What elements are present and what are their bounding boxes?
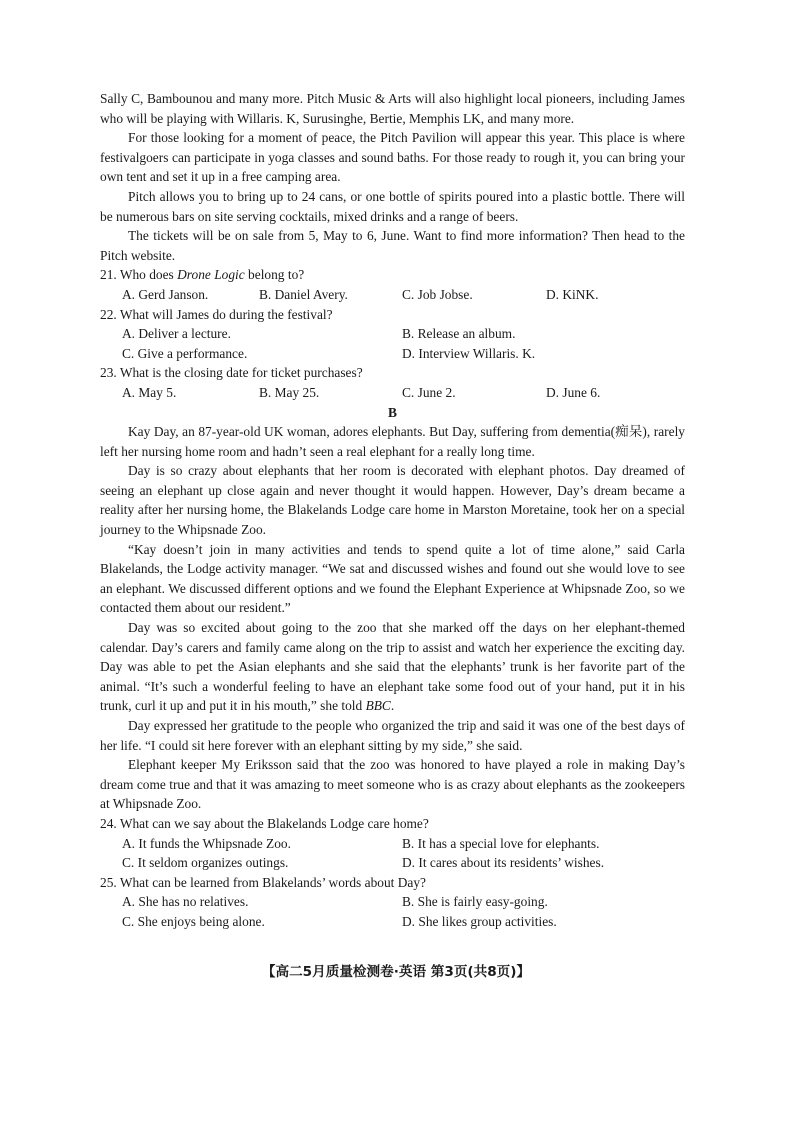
- option-b: B. May 25.: [259, 384, 320, 400]
- option-c: C. Job Jobse.: [402, 286, 473, 302]
- option-a: A. May 5.: [122, 384, 177, 400]
- option-a: A. She has no relatives.: [122, 894, 249, 910]
- question-21-stem: 21. Who does Drone Logic belong to?: [100, 267, 305, 283]
- passage-b-paragraph-6: Elephant keeper My Eriksson said that the zoo was honored to have played a role in making Day’s dream come true and that it was amazing to meet someone who is as crazy about elephants as the zookeepers at Whipsnade Zoo.: [100, 757, 685, 812]
- question-22-options: [100, 324, 685, 363]
- question-24: [100, 814, 685, 873]
- option-a: A. Gerd Janson.: [122, 286, 209, 302]
- question-24-options: [100, 834, 685, 873]
- question-23: [100, 363, 685, 402]
- option-c: C. Give a performance.: [122, 345, 248, 361]
- question-22: [100, 305, 685, 364]
- page-content: [100, 89, 685, 932]
- passage-b-paragraph-3: “Kay doesn’t join in many activities and tends to spend quite a lot of time alone,” said Carla Blakelands, the Lodge activity manager. “We sat and discussed wishes and found out she would love to see an elephant. We discussed different options and we found the Elephant Experience at Whipsnade Zoo, so we contacted them about our resident.”: [100, 541, 685, 616]
- option-d: D. Interview Willaris. K.: [402, 345, 536, 361]
- question-25-options: [100, 892, 685, 931]
- option-d: D. June 6.: [546, 384, 601, 400]
- option-a: A. It funds the Whipsnade Zoo.: [122, 835, 291, 851]
- passage-a-paragraph-4: The tickets will be on sale from 5, May to 6, June. Want to find more information? Then head to the Pitch website.: [100, 228, 685, 263]
- passage-a-paragraph-2: For those looking for a moment of peace, the Pitch Pavilion will appear this year. This place is where festivalgoers can participate in yoga classes and sound baths. For those ready to rough it, you can bring your own tent and set it up in a free camping area.: [100, 130, 685, 185]
- option-c: C. She enjoys being alone.: [122, 913, 265, 929]
- section-b-heading: B: [388, 404, 397, 420]
- question-25: [100, 873, 685, 932]
- page-footer: 【高二5月质量检测卷·英语 第3页(共8页)】: [261, 964, 531, 980]
- question-23-stem: 23. What is the closing date for ticket purchases?: [100, 365, 363, 381]
- option-b: B. She is fairly easy-going.: [402, 894, 548, 910]
- passage-b-paragraph-2: Day is so crazy about elephants that her room is decorated with elephant photos. Day dreamed of seeing an elephant up close again and never thought it would happen. However, Day’s dream became a reality after her nursing home, the Blakelands Lodge care home in Marston Moretaine, took her on a special journey to the Whipsnade Zoo.: [100, 463, 685, 538]
- option-b: B. Daniel Avery.: [259, 286, 348, 302]
- passage-b-paragraph-1: Kay Day, an 87-year-old UK woman, adores elephants. But Day, suffering from dementia(痴呆), rarely left her nursing home room and hadn’t seen a real elephant for a really long time.: [100, 424, 685, 459]
- option-c: C. June 2.: [402, 384, 456, 400]
- question-21: [100, 265, 685, 304]
- option-b: B. It has a special love for elephants.: [402, 835, 600, 851]
- passage-a-paragraph-3: Pitch allows you to bring up to 24 cans, or one bottle of spirits poured into a plastic bottle. There will be numerous bars on site serving cocktails, mixed drinks and a range of beers.: [100, 188, 685, 224]
- option-a: A. Deliver a lecture.: [122, 326, 231, 342]
- passage-b-paragraph-4: Day was so excited about going to the zoo that she marked off the days on her elephant-themed calendar. Day’s carers and family came along on the trip to assist and watch her experience the exciting day. Day was able to pet the Asian elephants and she said that the elephants’ trunk is her favorite part of the animal. “It’s such a wonderful feeling to have an elephant take some food out of your hand, put it in his trunk, curl it up and put it in his mouth,” she told BBC.: [100, 620, 685, 714]
- question-23-options: [100, 383, 685, 403]
- question-24-stem: 24. What can we say about the Blakelands Lodge care home?: [100, 815, 429, 831]
- passage-b-paragraph-5: Day expressed her gratitude to the people who organized the trip and said it was one of the best days of her life. “I could sit here forever with an elephant sitting by my side,” she said.: [100, 718, 685, 753]
- question-22-stem: 22. What will James do during the festival?: [100, 306, 333, 322]
- option-d: D. KiNK.: [546, 286, 599, 302]
- option-c: C. It seldom organizes outings.: [122, 855, 289, 871]
- question-25-stem: 25. What can be learned from Blakelands’ words about Day?: [100, 874, 426, 890]
- passage-a-paragraph-1: Sally C, Bambounou and many more. Pitch Music & Arts will also highlight local pioneers, including James who will be playing with Willaris. K, Surusinghe, Bertie, Memphis LK, and many more.: [100, 91, 685, 126]
- option-b: B. Release an album.: [402, 326, 516, 342]
- option-d: D. It cares about its residents’ wishes.: [402, 855, 605, 871]
- option-d: D. She likes group activities.: [402, 913, 557, 929]
- question-21-options: [100, 285, 685, 305]
